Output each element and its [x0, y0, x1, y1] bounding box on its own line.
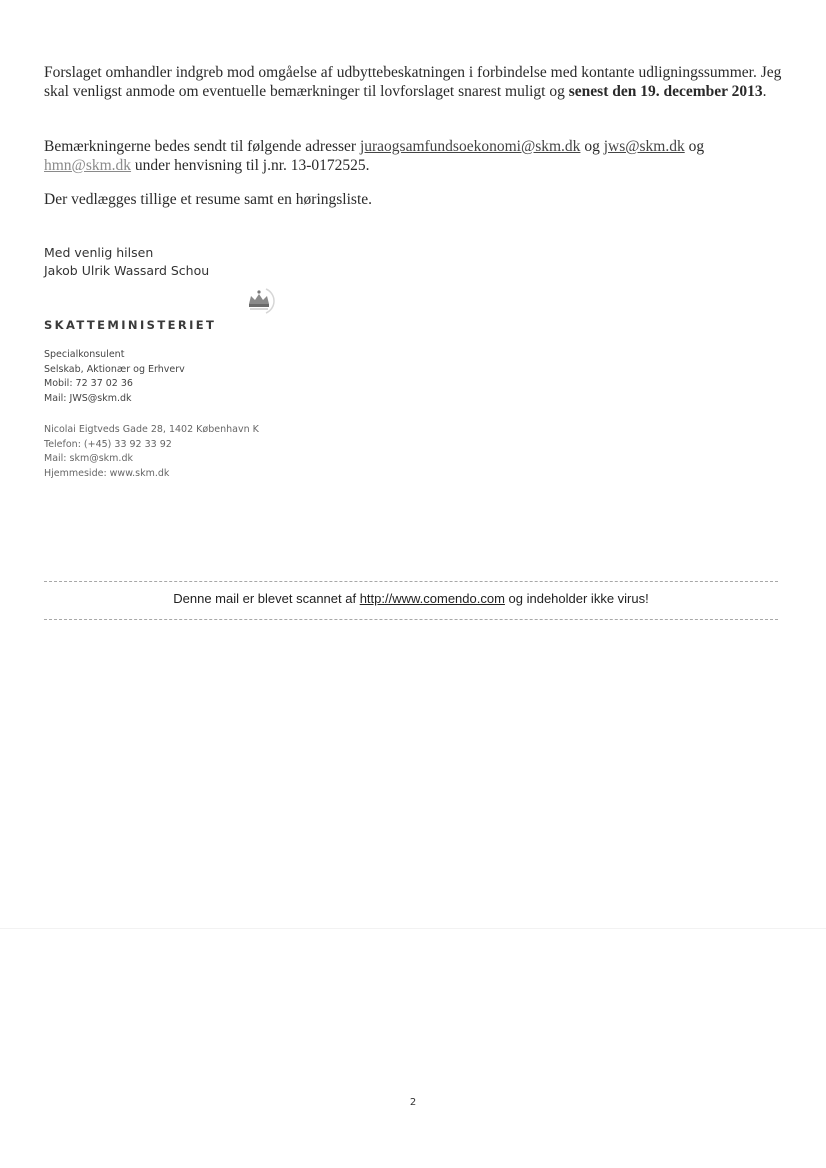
paragraph-proposal	[44, 63, 784, 101]
signature-contact	[44, 348, 185, 406]
scan-text-end: og indeholder ikke virus!	[504, 591, 649, 606]
signature-organization	[44, 423, 259, 481]
divider-bottom	[44, 619, 778, 620]
mobile-number: Mobil: 72 37 02 36	[44, 378, 133, 389]
comendo-link[interactable]: http://www.comendo.com	[359, 591, 505, 606]
office-phone: Telefon: (+45) 33 92 33 92	[44, 438, 172, 450]
virus-scan-notice	[44, 591, 778, 606]
divider-top	[44, 581, 778, 582]
email-link-jura[interactable]: juraogsamfundsoekonomi@skm.dk	[359, 138, 581, 155]
department: Selskab, Aktionær og Erhverv	[44, 363, 185, 375]
ministry-wordmark: SKATTEMINISTERIET	[44, 318, 217, 332]
office-address: Nicolai Eigtveds Gade 28, 1402 København K	[44, 424, 259, 435]
period: .	[762, 83, 767, 100]
website: Hjemmeside: www.skm.dk	[44, 467, 170, 479]
sender-name: Jakob Ulrik Wassard Schou	[44, 263, 210, 278]
personal-email: Mail: JWS@skm.dk	[44, 392, 132, 404]
paragraph-addresses	[44, 137, 784, 175]
email-link-jws[interactable]: jws@skm.dk	[603, 138, 685, 155]
page-number: 2	[409, 1097, 417, 1108]
reference-text: under henvisning til j.nr. 13-0172525.	[131, 157, 370, 174]
paragraph-attachments: Der vedlægges tillige et resume samt en høringsliste.	[44, 191, 373, 208]
scan-text: Denne mail er blevet scannet af	[173, 591, 360, 606]
job-title: Specialkonsulent	[44, 349, 125, 360]
closing-block	[44, 244, 209, 280]
page-divider	[0, 928, 826, 929]
greeting: Med venlig hilsen	[44, 245, 154, 260]
crown-logo-icon	[242, 286, 276, 316]
connector-text: og	[580, 138, 604, 155]
connector-text: og	[684, 138, 705, 155]
deadline-text: senest den 19. december 2013	[568, 83, 763, 100]
paragraph-text: Forslaget omhandler indgreb mod omgåelse af udbyttebeskatningen i forbindelse med kontante udligningssummer. Jeg skal venligst anmode om eventuelle bemærkninger til lovforslaget snarest muligt og	[44, 64, 782, 100]
email-link-hmn[interactable]: hmn@skm.dk	[44, 157, 132, 174]
paragraph-text: Bemærkningerne bedes sendt til følgende adresser	[44, 138, 360, 155]
office-email: Mail: skm@skm.dk	[44, 453, 133, 464]
